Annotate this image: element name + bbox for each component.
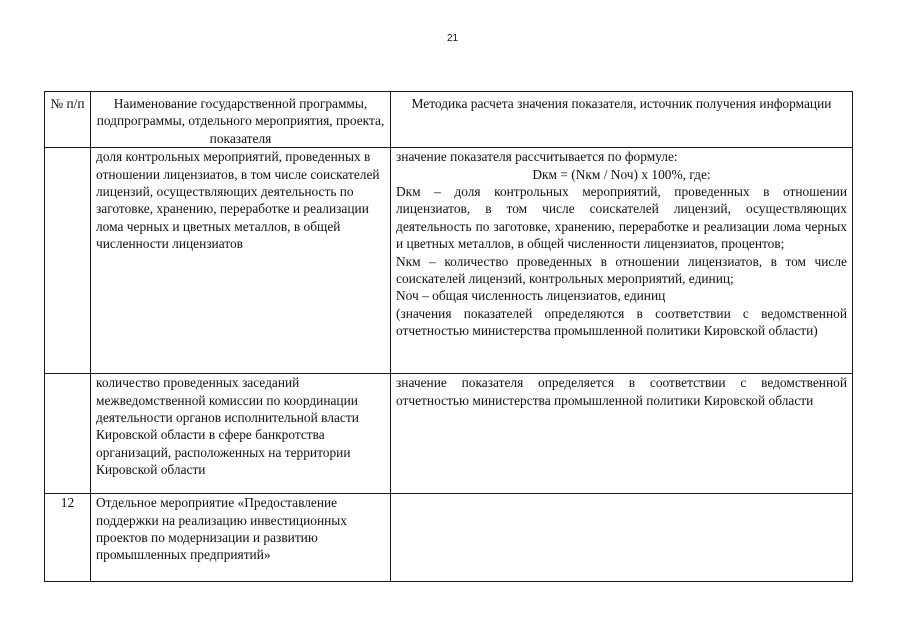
row2-num <box>45 374 91 494</box>
row3-method <box>391 494 853 582</box>
method-intro: значение показателя рассчитывается по формуле: <box>396 149 678 165</box>
definition-nkm: Nкм – количество проведенных в отношении лицензиатов, в том числе соискателей лицензий, контрольных мероприятий, единиц; <box>396 253 847 287</box>
definition-noch: Nоч – общая численность лицензиатов, единиц <box>396 288 666 304</box>
row3-name: Отдельное мероприятие «Предоставление поддержки на реализацию инвестиционных проектов по модернизации и развитию промышленных предприятий» <box>91 494 391 582</box>
row1-method <box>391 148 853 374</box>
table-row <box>45 374 853 494</box>
source-note: (значения показателей определяются в соответствии с ведомственной отчетностью министерства промышленной политики Кировской области) <box>396 305 847 339</box>
header-method: Методика расчета значения показателя, источник получения информации <box>391 92 853 148</box>
header-num: № п/п <box>45 92 91 148</box>
header-name: Наименование государственной программы, подпрограммы, отдельного мероприятия, проекта, показателя <box>91 92 391 148</box>
table-row <box>45 148 853 374</box>
row1-name: доля контрольных мероприятий, проведенных в отношении лицензиатов, в том числе соискателей лицензий, осуществляющих деятельность по заготовке, хранению, переработке и реализации лома черных и цветных металлов, в общей численности лицензиатов <box>91 148 391 374</box>
indicator-table <box>44 91 853 582</box>
table-row <box>45 494 853 582</box>
row3-num: 12 <box>45 494 91 582</box>
formula: Dкм = (Nкм / Nоч) x 100%, где: <box>532 166 711 182</box>
table-header-row <box>45 92 853 148</box>
page-number: 21 <box>446 33 459 44</box>
row2-method: значение показателя определяется в соответствии с ведомственной отчетностью министерства промышленной политики Кировской области <box>391 374 853 494</box>
definition-d: Dкм – доля контрольных мероприятий, проведенных в отношении лицензиатов, в том числе соискателей лицензий, осуществляющих деятельность по заготовке, хранению, переработке и реализации лома черных и цветных металлов, в общей численности лицензиатов, процентов; <box>396 184 847 252</box>
row2-name: количество проведенных заседаний межведомственной комиссии по координации деятельности органов исполнительной власти Кировской области в сфере банкротства организаций, расположенных на территории Кировской области <box>91 374 391 494</box>
row1-num <box>45 148 91 374</box>
